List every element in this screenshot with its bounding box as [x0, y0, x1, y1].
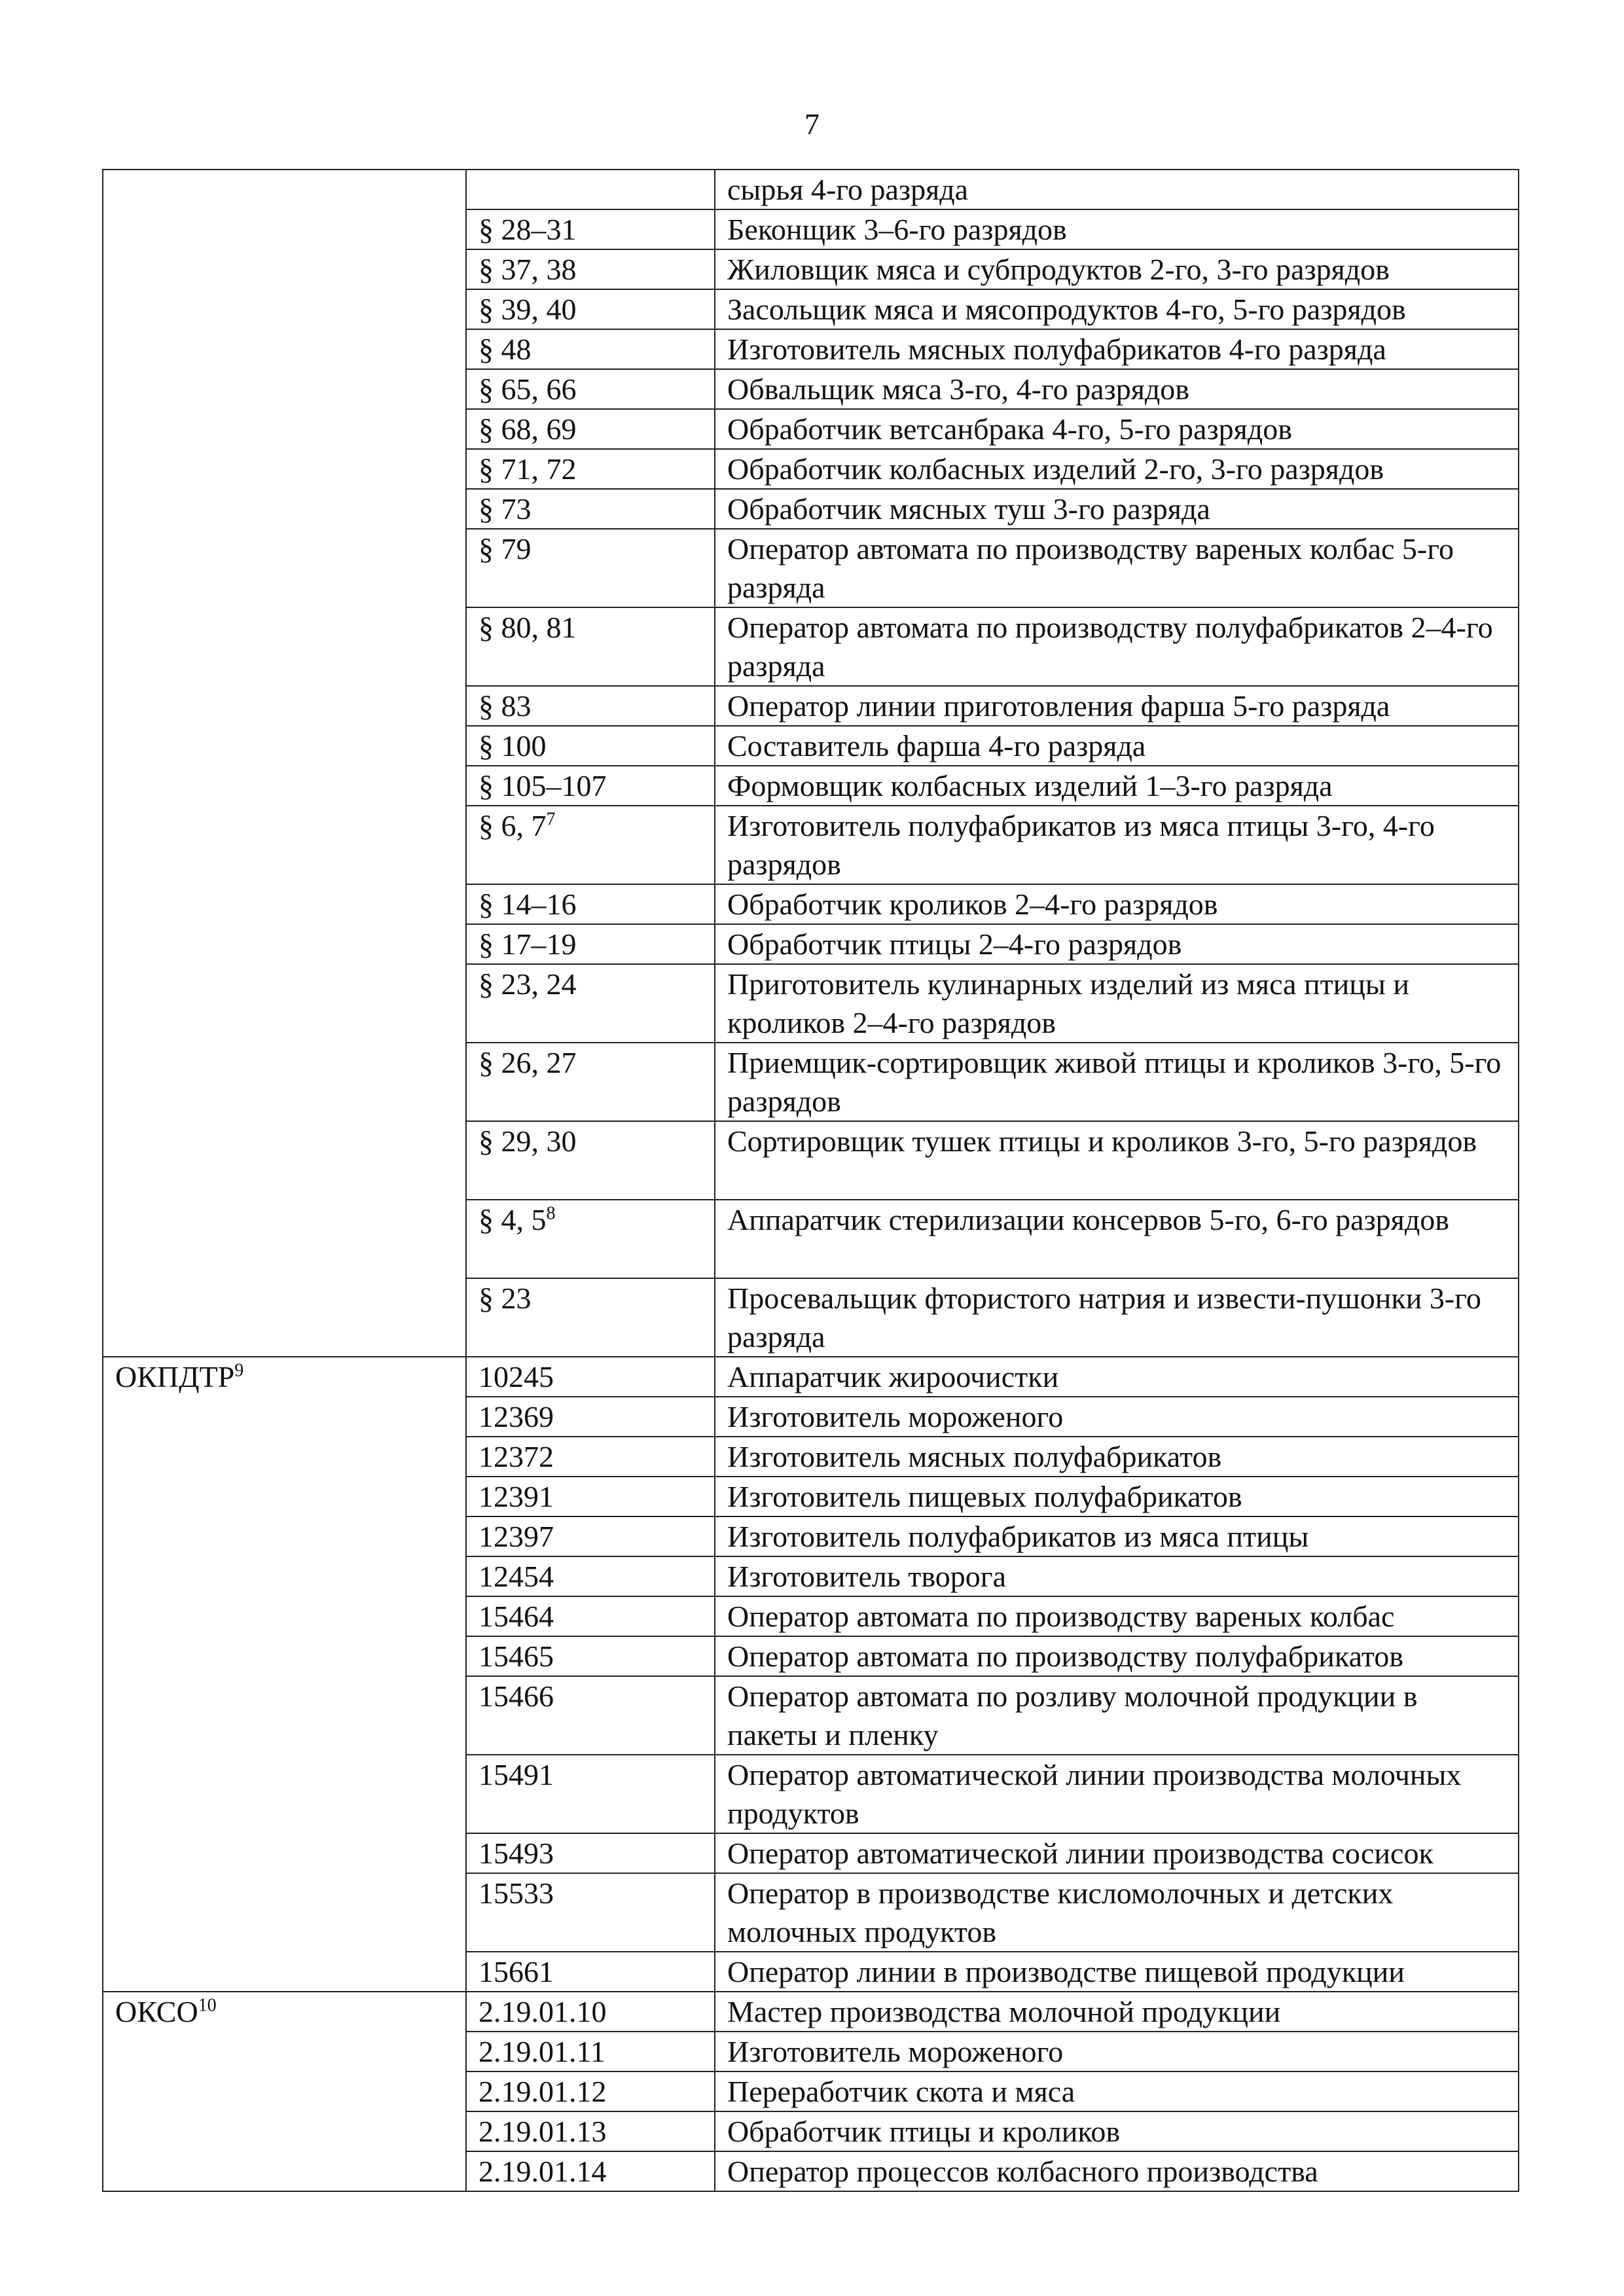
table-row	[103, 1992, 1519, 2032]
code-text: § 68, 69	[478, 412, 577, 446]
table-row	[103, 170, 1519, 209]
footnote-mark: 7	[546, 809, 556, 830]
code-text: § 71, 72	[478, 452, 577, 486]
code-cell	[466, 1833, 715, 1873]
code-text: 2.19.01.12	[478, 2075, 607, 2108]
code-text: § 100	[478, 729, 547, 762]
code-cell	[466, 607, 715, 686]
code-cell	[466, 1952, 715, 1992]
code-cell	[466, 726, 715, 766]
code-text: 2.19.01.11	[478, 2035, 605, 2068]
classifier-cell	[103, 1357, 466, 1992]
profession-name: Оператор процессов колбасного производства	[715, 2151, 1519, 2191]
footnote-mark: 10	[198, 1995, 217, 2016]
profession-name: Оператор автоматической линии производства сосисок	[715, 1833, 1519, 1873]
code-cell	[466, 2032, 715, 2072]
profession-name: Изготовитель творога	[715, 1556, 1519, 1596]
code-text: § 29, 30	[478, 1124, 577, 1158]
profession-name: Обработчик мясных туш 3-го разряда	[715, 489, 1519, 529]
code-cell	[466, 686, 715, 726]
code-cell	[466, 329, 715, 369]
table-row	[103, 1357, 1519, 1397]
code-text: § 79	[478, 532, 532, 565]
code-cell	[466, 964, 715, 1043]
code-text: 12391	[478, 1480, 554, 1513]
code-text: 15464	[478, 1600, 554, 1633]
code-cell	[466, 1043, 715, 1121]
profession-name: Беконщик 3–6-го разрядов	[715, 209, 1519, 249]
profession-name: Сортировщик тушек птицы и кроликов 3-го, 5-го разрядов	[715, 1121, 1519, 1200]
footnote-mark: 9	[234, 1360, 244, 1381]
code-text: 15661	[478, 1955, 554, 1988]
code-text: § 17–19	[478, 927, 577, 961]
code-text: 12372	[478, 1440, 554, 1473]
code-cell	[466, 1676, 715, 1755]
code-cell	[466, 1636, 715, 1676]
code-cell	[466, 766, 715, 806]
classifier-cell	[103, 1992, 466, 2191]
code-text: 15533	[478, 1876, 554, 1910]
profession-name: Засольщик мяса и мясопродуктов 4-го, 5-го разрядов	[715, 289, 1519, 329]
code-cell	[466, 1278, 715, 1357]
profession-name: Оператор линии приготовления фарша 5-го разряда	[715, 686, 1519, 726]
profession-name: Изготовитель мороженого	[715, 1397, 1519, 1437]
profession-name: Обработчик птицы 2–4-го разрядов	[715, 924, 1519, 964]
profession-name: Изготовитель мясных полуфабрикатов	[715, 1437, 1519, 1477]
code-cell	[466, 1477, 715, 1516]
profession-name: Оператор автомата по производству полуфабрикатов 2–4-го разряда	[715, 607, 1519, 686]
code-cell	[466, 924, 715, 964]
code-text: § 37, 38	[478, 253, 577, 286]
code-text: § 48	[478, 332, 532, 366]
code-text: § 23	[478, 1282, 532, 1315]
profession-name: Формовщик колбасных изделий 1–3-го разряда	[715, 766, 1519, 806]
profession-name: Просевальщик фтористого натрия и извести-пушонки 3-го разряда	[715, 1278, 1519, 1357]
code-cell	[466, 489, 715, 529]
code-text: 2.19.01.13	[478, 2115, 607, 2148]
code-cell	[466, 2072, 715, 2111]
code-cell	[466, 884, 715, 924]
profession-name: Обработчик ветсанбрака 4-го, 5-го разрядов	[715, 409, 1519, 449]
profession-name: Обработчик птицы и кроликов	[715, 2111, 1519, 2151]
profession-name: Приемщик-сортировщик живой птицы и кроликов 3-го, 5-го разрядов	[715, 1043, 1519, 1121]
code-cell	[466, 1200, 715, 1278]
code-text: § 65, 66	[478, 372, 577, 406]
profession-name: Изготовитель мясных полуфабрикатов 4-го разряда	[715, 329, 1519, 369]
code-cell	[466, 806, 715, 884]
code-cell	[466, 1992, 715, 2032]
code-text: § 83	[478, 689, 532, 723]
profession-name: Составитель фарша 4-го разряда	[715, 726, 1519, 766]
code-text: § 73	[478, 492, 532, 526]
code-cell	[466, 1121, 715, 1200]
code-cell	[466, 409, 715, 449]
profession-name: Приготовитель кулинарных изделий из мяса птицы и кроликов 2–4-го разрядов	[715, 964, 1519, 1043]
code-cell	[466, 369, 715, 409]
code-cell	[466, 1873, 715, 1952]
profession-name: Жиловщик мяса и субпродуктов 2-го, 3-го разрядов	[715, 249, 1519, 289]
code-cell	[466, 529, 715, 607]
footnote-mark: 8	[546, 1203, 556, 1224]
code-cell	[466, 1755, 715, 1833]
profession-name: Обработчик колбасных изделий 2-го, 3-го разрядов	[715, 449, 1519, 489]
code-text: 15465	[478, 1640, 554, 1673]
profession-name: Оператор автомата по производству вареных колбас	[715, 1596, 1519, 1636]
code-text: 15466	[478, 1679, 554, 1713]
code-text: 2.19.01.14	[478, 2155, 607, 2188]
code-cell	[466, 2151, 715, 2191]
profession-name: Оператор автомата по производству полуфабрикатов	[715, 1636, 1519, 1676]
classifier-name: ОКСО	[115, 1995, 198, 2028]
profession-name: Оператор автомата по производству вареных колбас 5-го разряда	[715, 529, 1519, 607]
profession-name: Оператор линии в производстве пищевой продукции	[715, 1952, 1519, 1992]
profession-name: Обработчик кроликов 2–4-го разрядов	[715, 884, 1519, 924]
page-number: 7	[804, 107, 820, 141]
code-cell	[466, 289, 715, 329]
code-text: § 23, 24	[478, 967, 577, 1001]
profession-name: Мастер производства молочной продукции	[715, 1992, 1519, 2032]
code-text: § 39, 40	[478, 293, 577, 326]
code-cell	[466, 1357, 715, 1397]
classifier-table	[102, 169, 1519, 2192]
code-cell	[466, 1556, 715, 1596]
profession-name: Оператор в производстве кисломолочных и детских молочных продуктов	[715, 1873, 1519, 1952]
code-cell	[466, 1596, 715, 1636]
code-text: § 80, 81	[478, 611, 577, 644]
profession-name: Изготовитель пищевых полуфабрикатов	[715, 1477, 1519, 1516]
profession-name: сырья 4-го разряда	[715, 170, 1519, 209]
code-cell	[466, 170, 715, 209]
code-text: 2.19.01.10	[478, 1995, 607, 2028]
code-text: 10245	[478, 1360, 554, 1393]
code-text: 12454	[478, 1560, 554, 1593]
code-text: § 28–31	[478, 213, 577, 246]
profession-name: Переработчик скота и мяса	[715, 2072, 1519, 2111]
code-text: § 26, 27	[478, 1046, 577, 1079]
code-text: 15491	[478, 1758, 554, 1791]
classifier-cell	[103, 170, 466, 1357]
code-text: § 105–107	[478, 769, 607, 802]
code-text: § 14–16	[478, 888, 577, 921]
profession-name: Оператор автомата по розливу молочной продукции в пакеты и пленку	[715, 1676, 1519, 1755]
profession-name: Оператор автоматической линии производства молочных продуктов	[715, 1755, 1519, 1833]
profession-name: Обвальщик мяса 3-го, 4-го разрядов	[715, 369, 1519, 409]
code-cell	[466, 1437, 715, 1477]
profession-name: Изготовитель мороженого	[715, 2032, 1519, 2072]
code-cell	[466, 249, 715, 289]
code-cell	[466, 1516, 715, 1556]
code-text: § 4, 5	[478, 1203, 547, 1236]
code-cell	[466, 209, 715, 249]
code-text: 12369	[478, 1400, 554, 1433]
code-cell	[466, 1397, 715, 1437]
profession-name: Изготовитель полуфабрикатов из мяса птицы 3-го, 4-го разрядов	[715, 806, 1519, 884]
code-text: § 6, 7	[478, 809, 547, 842]
profession-name: Изготовитель полуфабрикатов из мяса птицы	[715, 1516, 1519, 1556]
profession-name: Аппаратчик стерилизации консервов 5-го, 6-го разрядов	[715, 1200, 1519, 1278]
profession-name: Аппаратчик жироочистки	[715, 1357, 1519, 1397]
code-cell	[466, 2111, 715, 2151]
classifier-name: ОКПДТР	[115, 1360, 235, 1393]
code-cell	[466, 449, 715, 489]
code-text: 15493	[478, 1837, 554, 1870]
code-text: 12397	[478, 1520, 554, 1553]
